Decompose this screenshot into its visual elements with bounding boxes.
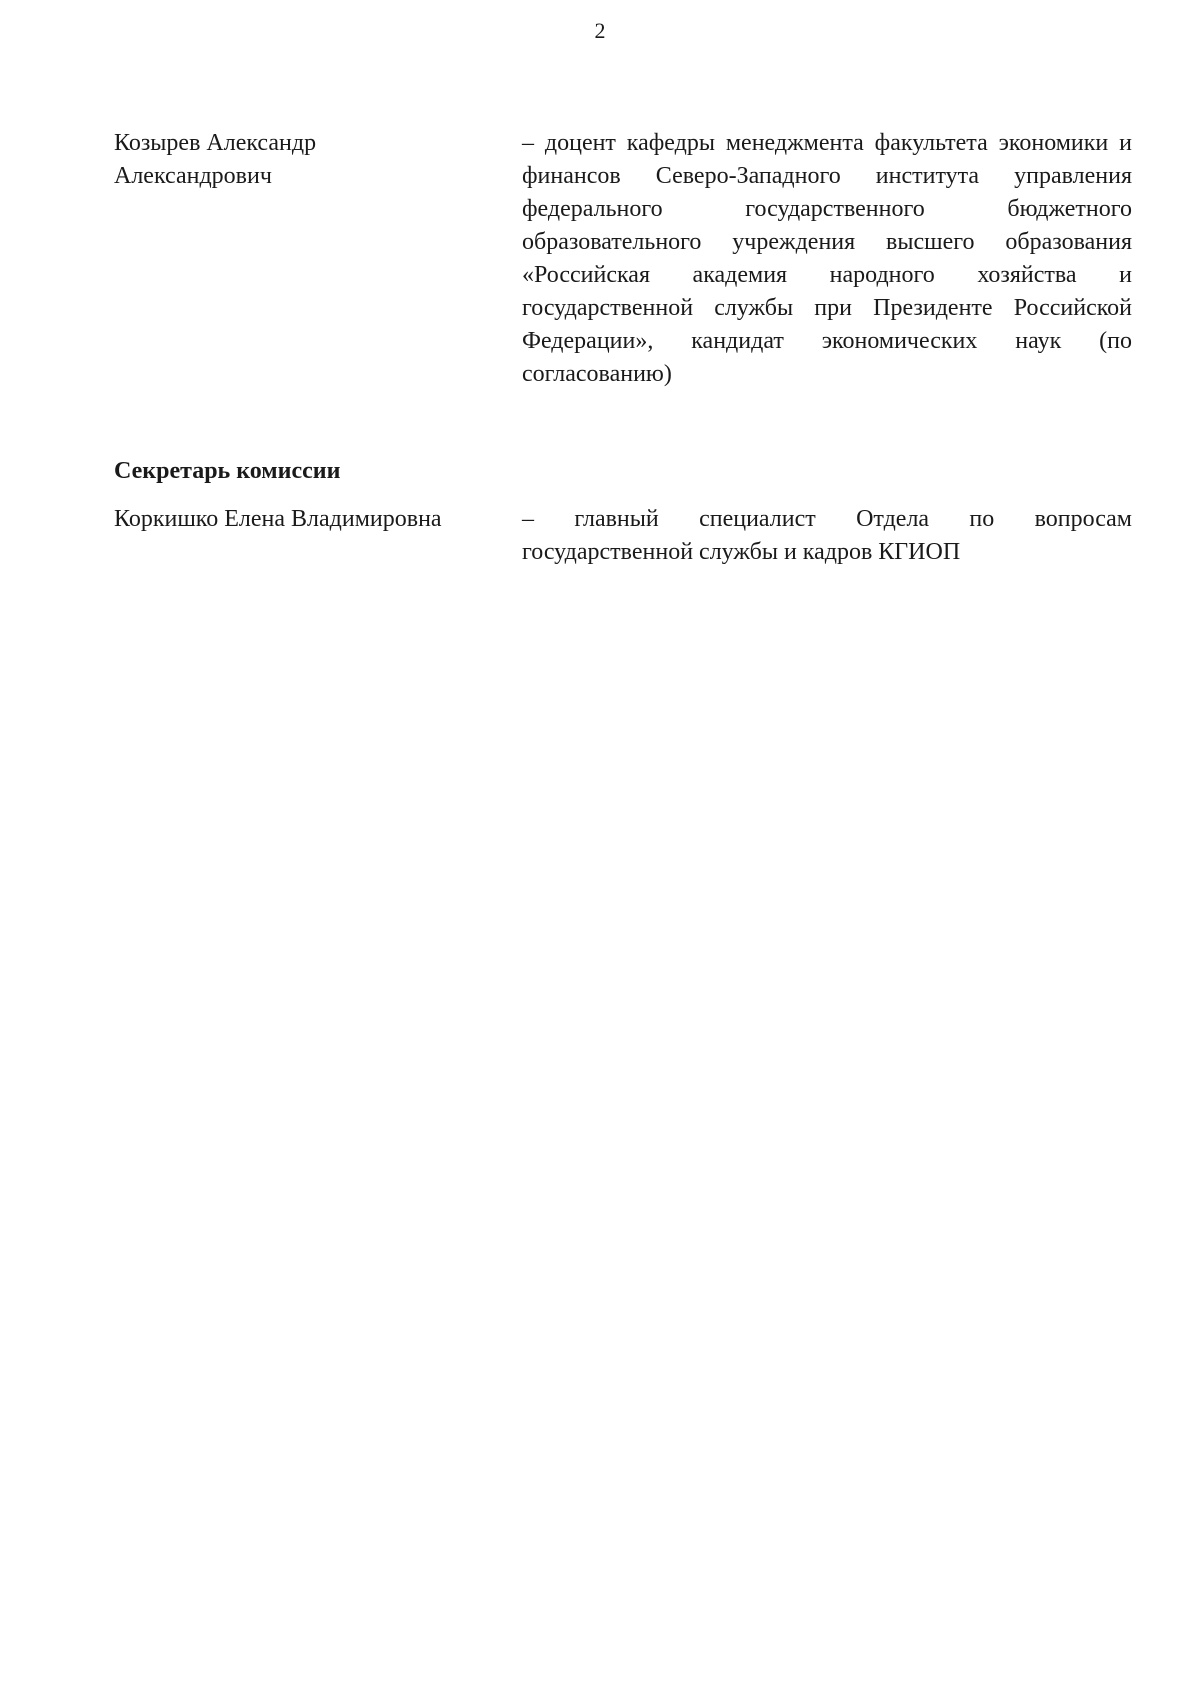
- secretary-entry: [114, 503, 1132, 569]
- member-name-line1: Козырев Александр: [114, 130, 317, 156]
- secretary-name: [114, 503, 522, 569]
- member-name: [114, 127, 522, 391]
- secretary-name-text: Коркишко Елена Владимировна: [114, 506, 442, 532]
- member-entry: [114, 127, 1132, 391]
- secretary-description: – главный специалист Отдела по вопросам государственной службы и кадров КГИОП: [522, 506, 1132, 565]
- page-number: 2: [594, 18, 606, 43]
- member-description: – доцент кафедры менеджмента факультета экономики и финансов Северо-Западного института управления федерального государственного бюджетного образовательного учреждения высшего образования «Российская академия народного хозяйства и государственной службы при Президенте Российской Федерации», кандидат экономических наук (по согласованию): [522, 130, 1132, 387]
- member-name-line2: Александрович: [114, 163, 272, 189]
- secretary-heading: Секретарь комиссии: [114, 458, 341, 484]
